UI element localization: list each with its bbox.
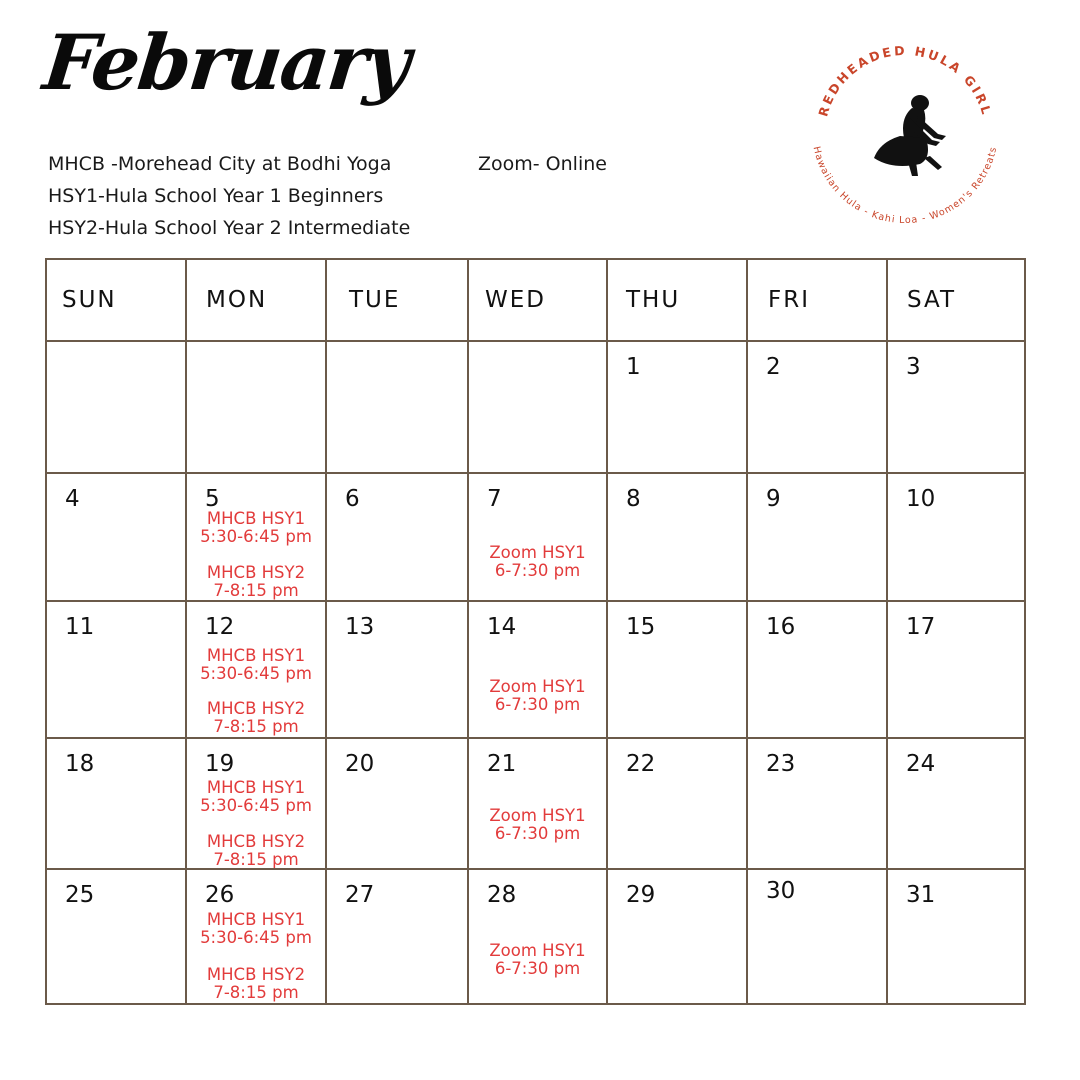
day-number: 20 <box>345 751 375 777</box>
event-mhcb-hsy1 <box>187 779 325 815</box>
day-number: 5 <box>205 486 220 512</box>
event-name: MHCB HSY1 <box>206 509 306 528</box>
day-cell <box>887 869 1025 1004</box>
event-time: 6-7:30 pm <box>494 561 581 580</box>
day-cell <box>607 473 747 601</box>
week-row <box>46 473 1025 601</box>
event-mhcb-hsy1 <box>187 911 325 947</box>
day-cell <box>747 473 887 601</box>
event-zoom-hsy1 <box>469 807 606 843</box>
day-number: 18 <box>65 751 95 777</box>
day-cell <box>747 341 887 473</box>
event-name: MHCB HSY2 <box>206 699 306 718</box>
day-cell <box>326 601 468 738</box>
day-number: 19 <box>205 751 235 777</box>
day-number: 8 <box>626 486 641 512</box>
event-time: 7-8:15 pm <box>213 581 299 600</box>
weekday-thu: THU <box>607 259 747 341</box>
event-mhcb-hsy1 <box>187 510 325 546</box>
day-cell <box>747 738 887 869</box>
week-row <box>46 738 1025 869</box>
day-cell-empty <box>468 341 607 473</box>
weekday-sat: SAT <box>887 259 1025 341</box>
day-cell <box>887 738 1025 869</box>
day-cell <box>186 601 326 738</box>
day-number: 3 <box>906 354 921 380</box>
day-number: 11 <box>65 614 95 640</box>
event-time: 7-8:15 pm <box>213 983 299 1002</box>
logo-top-text: REDHEADED HULA GIRL <box>815 42 995 119</box>
day-cell <box>186 738 326 869</box>
weekday-mon: MON <box>186 259 326 341</box>
event-name: Zoom HSY1 <box>489 806 586 825</box>
day-cell <box>468 738 607 869</box>
weekday-wed: WED <box>468 259 607 341</box>
day-number: 30 <box>766 878 796 904</box>
day-cell <box>607 601 747 738</box>
day-cell <box>46 869 186 1004</box>
day-cell <box>607 738 747 869</box>
day-cell <box>468 601 607 738</box>
weekday-header-row <box>46 259 1025 341</box>
day-cell <box>326 869 468 1004</box>
event-name: MHCB HSY1 <box>206 778 306 797</box>
week-row <box>46 601 1025 738</box>
event-name: MHCB HSY2 <box>206 832 306 851</box>
hula-dancer-icon <box>874 95 946 176</box>
day-number: 7 <box>487 486 502 512</box>
day-number: 22 <box>626 751 656 777</box>
day-number: 9 <box>766 486 781 512</box>
event-name: Zoom HSY1 <box>489 677 586 696</box>
event-name: Zoom HSY1 <box>489 941 586 960</box>
event-time: 5:30-6:45 pm <box>200 928 312 947</box>
day-number: 16 <box>766 614 796 640</box>
legend-zoom: Zoom- Online <box>478 153 607 175</box>
legend-mhcb: MHCB -Morehead City at Bodhi Yoga <box>48 153 392 175</box>
day-number: 31 <box>906 882 936 908</box>
day-number: 26 <box>205 882 235 908</box>
day-cell-empty <box>186 341 326 473</box>
day-cell <box>887 341 1025 473</box>
day-number: 13 <box>345 614 375 640</box>
event-name: MHCB HSY1 <box>206 910 306 929</box>
day-cell <box>607 341 747 473</box>
event-name: MHCB HSY1 <box>206 646 306 665</box>
day-number: 21 <box>487 751 517 777</box>
weekday-sun: SUN <box>46 259 186 341</box>
event-zoom-hsy1 <box>469 544 606 580</box>
day-number: 23 <box>766 751 796 777</box>
week-row <box>46 869 1025 1004</box>
event-mhcb-hsy1 <box>187 647 325 683</box>
day-cell <box>747 869 887 1004</box>
day-number: 24 <box>906 751 936 777</box>
event-time: 5:30-6:45 pm <box>200 796 312 815</box>
calendar-grid <box>45 258 1026 1005</box>
month-title: February <box>39 18 413 107</box>
event-time: 7-8:15 pm <box>213 717 299 736</box>
day-cell <box>468 869 607 1004</box>
day-number: 10 <box>906 486 936 512</box>
day-cell <box>186 869 326 1004</box>
day-number: 27 <box>345 882 375 908</box>
event-zoom-hsy1 <box>469 942 606 978</box>
event-time: 6-7:30 pm <box>494 824 581 843</box>
day-cell <box>607 869 747 1004</box>
day-number: 28 <box>487 882 517 908</box>
event-time: 5:30-6:45 pm <box>200 527 312 546</box>
day-cell-empty <box>46 341 186 473</box>
day-cell <box>186 473 326 601</box>
day-cell <box>46 473 186 601</box>
legend-hsy2: HSY2-Hula School Year 2 Intermediate <box>48 217 411 239</box>
logo-bottom-text: Hawaiian Hula - Kahi Loa - Women's Retreats <box>810 145 1000 227</box>
weekday-fri: FRI <box>747 259 887 341</box>
day-number: 15 <box>626 614 656 640</box>
day-number: 29 <box>626 882 656 908</box>
day-cell <box>46 738 186 869</box>
day-cell <box>326 473 468 601</box>
event-time: 7-8:15 pm <box>213 850 299 869</box>
event-name: MHCB HSY2 <box>206 563 306 582</box>
day-number: 17 <box>906 614 936 640</box>
day-number: 14 <box>487 614 517 640</box>
weekday-tue: TUE <box>326 259 468 341</box>
day-cell <box>747 601 887 738</box>
day-cell <box>887 601 1025 738</box>
event-name: MHCB HSY2 <box>206 965 306 984</box>
event-mhcb-hsy2 <box>187 700 325 736</box>
event-mhcb-hsy2 <box>187 833 325 869</box>
day-number: 2 <box>766 354 781 380</box>
day-number: 4 <box>65 486 80 512</box>
day-number: 1 <box>626 354 641 380</box>
day-cell <box>46 601 186 738</box>
event-zoom-hsy1 <box>469 678 606 714</box>
day-cell-empty <box>326 341 468 473</box>
day-number: 12 <box>205 614 235 640</box>
legend-hsy1: HSY1-Hula School Year 1 Beginners <box>48 185 384 207</box>
day-number: 6 <box>345 486 360 512</box>
day-cell <box>468 473 607 601</box>
day-number: 25 <box>65 882 95 908</box>
day-cell <box>887 473 1025 601</box>
event-time: 6-7:30 pm <box>494 695 581 714</box>
event-name: Zoom HSY1 <box>489 543 586 562</box>
event-mhcb-hsy2 <box>187 966 325 1002</box>
event-mhcb-hsy2 <box>187 564 325 600</box>
week-row <box>46 341 1025 473</box>
day-cell <box>326 738 468 869</box>
event-time: 5:30-6:45 pm <box>200 664 312 683</box>
event-time: 6-7:30 pm <box>494 959 581 978</box>
redheaded-hula-girl-logo <box>800 30 1010 240</box>
